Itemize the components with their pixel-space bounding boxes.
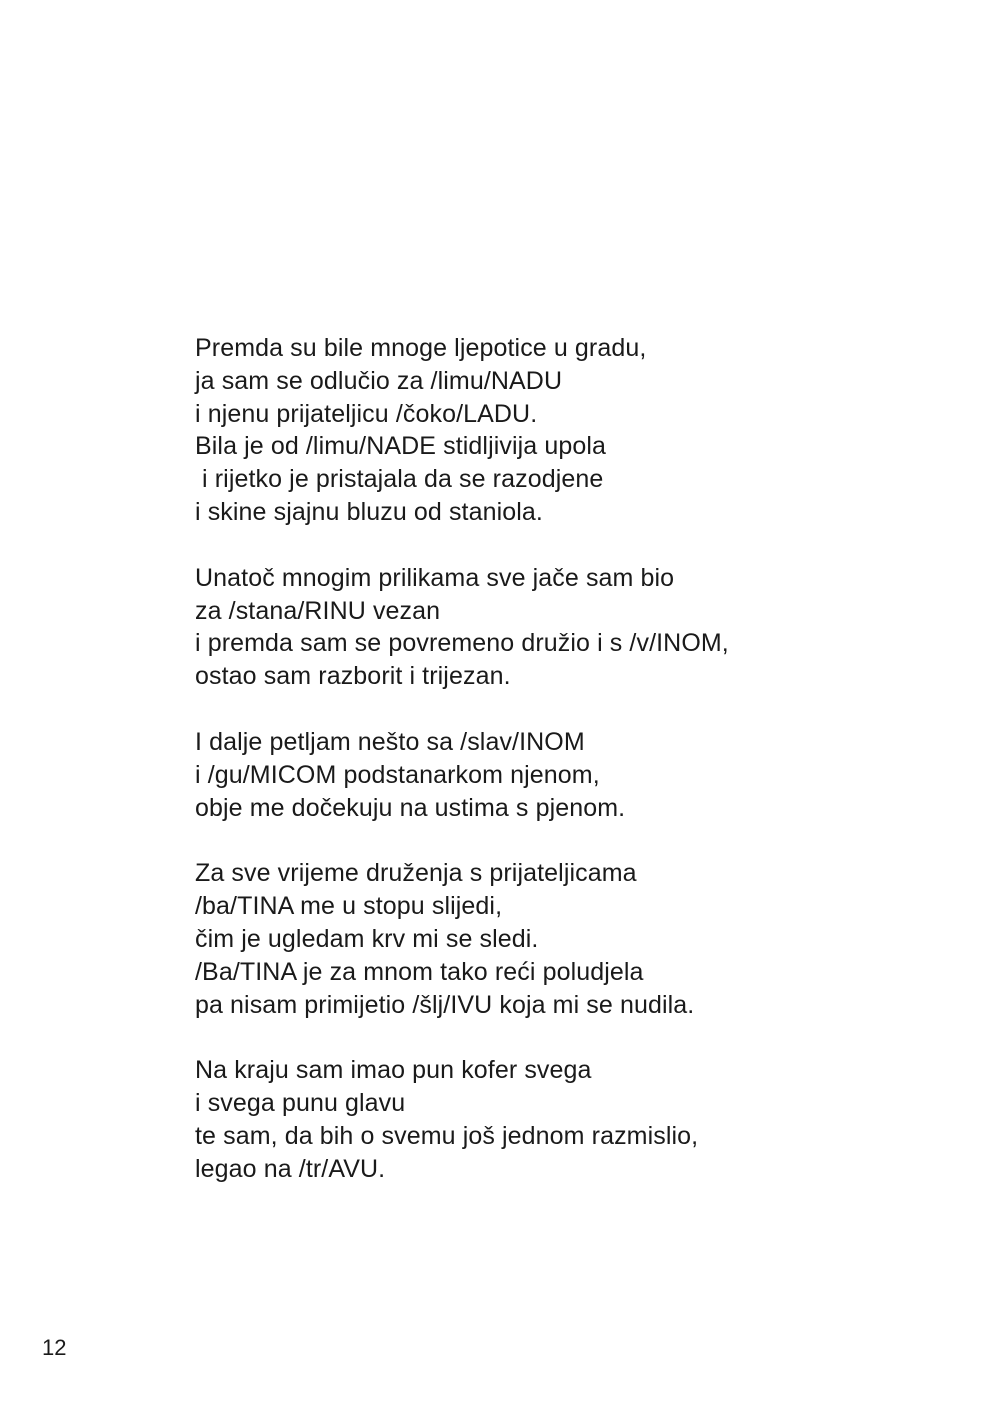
stanza-3 [195,726,895,824]
poem-line: za /stana/RINU vezan [195,596,441,625]
poem-line: Za sve vrijeme druženja s prijateljicama [195,859,637,888]
poem-line: i svega punu glavu [195,1089,406,1118]
poem-line: /Ba/TINA je za mnom tako reći poludjela [195,957,644,986]
poem-line: i premda sam se povremeno družio i s /v/INOM, [195,629,729,658]
poem-line: Na kraju sam imao pun kofer svega [195,1056,592,1085]
poem-line: i rijetko je pristajala da se razodjene [195,465,604,494]
poem-line: obje me dočekuju na ustima s pjenom. [195,793,626,822]
poem-line: i /gu/MICOM podstanarkom njenom, [195,760,600,789]
stanza-2 [195,562,895,693]
poem-line: pa nisam primijetio /šlj/IVU koja mi se nudila. [195,990,695,1019]
poem-line: Premda su bile mnoge ljepotice u gradu, [195,334,647,362]
poem-line: i njenu prijateljicu /čoko/LADU. [195,399,538,428]
page-number: 12 [42,1335,67,1360]
poem-line: i skine sjajnu bluzu od staniola. [195,497,543,526]
poem-line: /ba/TINA me u stopu slijedi, [195,892,503,921]
poem-line: Unatoč mnogim prilikama sve jače sam bio [195,563,675,592]
poem-line: I dalje petljam nešto sa /slav/INOM [195,727,585,756]
poem-line: ja sam se odlučio za /limu/NADU [195,366,563,395]
poem-line: te sam, da bih o svemu još jednom razmislio, [195,1121,699,1150]
poem-line: Bila je od /limu/NADE stidljivija upola [195,432,607,461]
stanza-4 [195,857,895,1021]
stanza-5 [195,1054,895,1185]
stanza-1 [195,332,895,529]
poem-line: ostao sam razborit i trijezan. [195,662,511,691]
poem [195,332,895,1186]
poem-line: legao na /tr/AVU. [195,1154,386,1183]
poem-line: čim je ugledam krv mi se sledi. [195,924,539,953]
